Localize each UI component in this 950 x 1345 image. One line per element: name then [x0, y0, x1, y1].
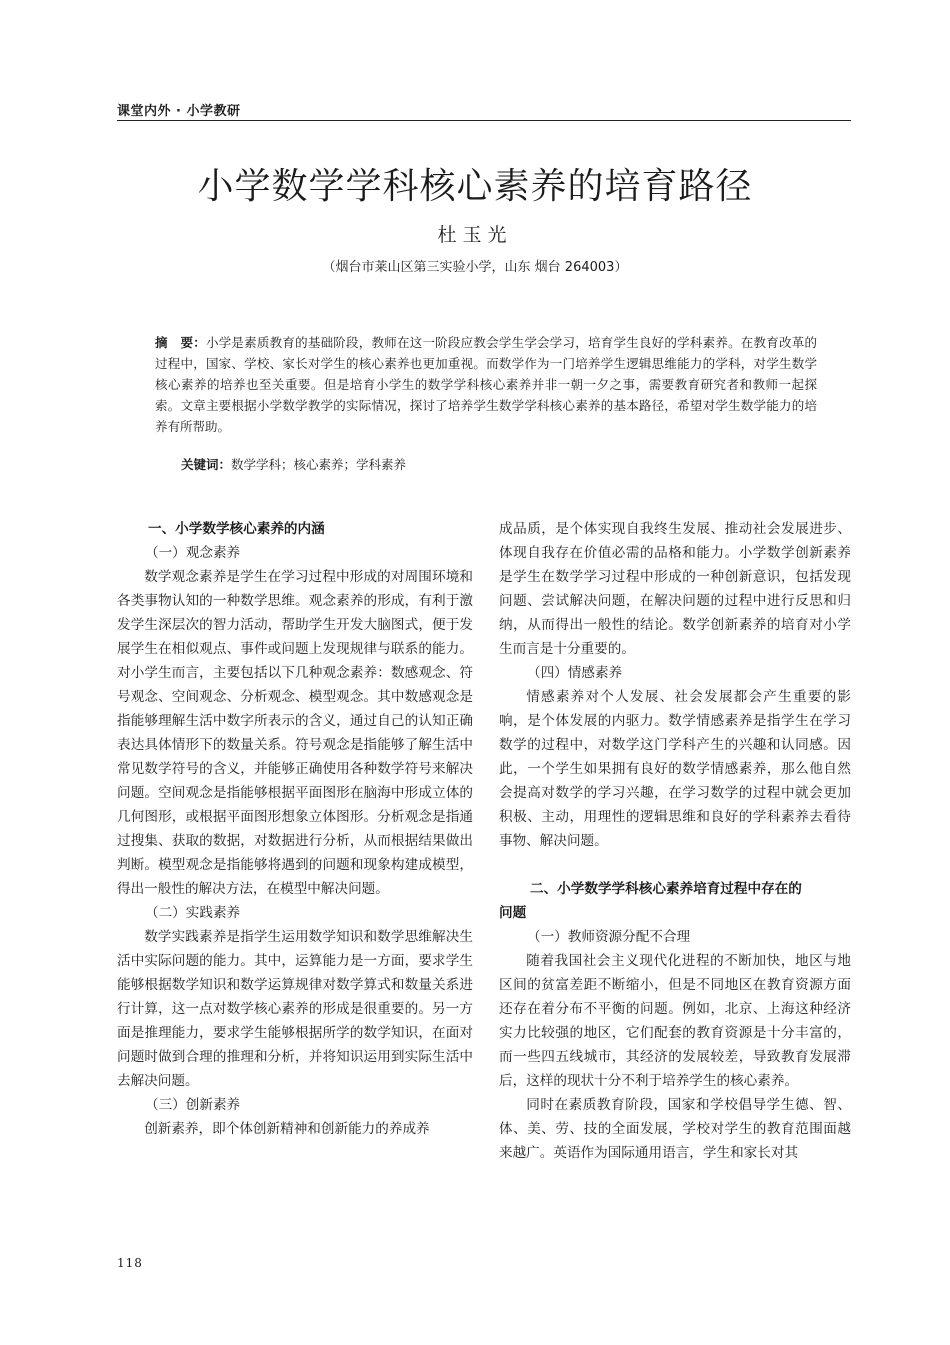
- page-number: 118: [117, 1256, 143, 1270]
- abstract-text: 小学是素质教育的基础阶段，教师在这一阶段应教会学生学会学习，培育学生良好的学科素养。在教育改革的过程中，国家、学校、家长对学生的核心素养也更加重视。而数学作为一门培养学生逻辑思维能力的学科，对学生数学核心素养的培养也至关重要。但是培育小学生的数学学科核心素养并非一朝一夕之事，需要教育研究者和教师一起探索。文章主要根据小学数学教学的实际情况，探讨了培养学生数学学科核心素养的基本路径，希望对学生数学能力的培养有所帮助。: [155, 335, 817, 434]
- paragraph-resource-allocation: 随着我国社会主义现代化进程的不断加快，地区与地区间的贫富差距不断缩小，但是不同地区在教育资源方面还存在着分布不平衡的问题。例如，北京、上海这种经济实力比较强的地区，它们配套的教育资源是十分丰富的，而一些四五线城市，其经济的发展较差，导致教育发展滞后，这样的现状十分不利于培养学生的核心素养。: [499, 953, 851, 1089]
- subsection-heading-1-4: （四）情感素养: [527, 665, 623, 681]
- keywords-text: 数学学科；核心素养；学科素养: [231, 457, 407, 472]
- paragraph-quality-education: 同时在素质教育阶段，国家和学校倡导学生德、智、体、美、劳、技的全面发展，学校对学生的教育范围面越来越广。英语作为国际通用语言，学生和家长对其: [499, 1097, 851, 1161]
- subsection-heading-1-2: （二）实践素养: [145, 905, 241, 921]
- abstract-label: 摘 要：: [155, 335, 206, 350]
- section-heading-1: 一、小学数学核心素养的内涵: [148, 521, 325, 537]
- subsection-heading-2-1: （一）教师资源分配不合理: [527, 929, 691, 945]
- keywords-label: 关键词：: [181, 457, 232, 472]
- subsection-heading-1-3: （三）创新素养: [145, 1097, 241, 1113]
- subsection-heading-1-1: （一）观念素养: [145, 545, 241, 561]
- paragraph-innovation-literacy-start: 创新素养，即个体创新精神和创新能力的养成养: [144, 1121, 430, 1137]
- journal-section-label: 课堂内外 · 小学教研: [117, 104, 241, 119]
- body-column-left: [117, 517, 473, 1141]
- header-rule: [117, 120, 851, 121]
- paragraph-concept-literacy: 数学观念素养是学生在学习过程中形成的对周围环境和各类事物认知的一种数学思维。观念素养的形成，有利于激发学生深层次的智力活动，帮助学生开发大脑图式，便于发展学生在相似观点、事件或问题上发现规律与联系的能力。对小学生而言，主要包括以下几种观念素养：数感观念、符号观念、空间观念、分析观念、模型观念。其中数感观念是指能够理解生活中数字所表示的含义，通过自己的认知正确表达具体情形下的数量关系。符号观念是指能够了解生活中常见数学符号的含义，并能够正确使用各种数学符号来解决问题。空间观念是指能够根据平面图形在脑海中形成立体的几何图形，或根据平面图形想象立体图形。分析观念是指通过搜集、获取的数据，对数据进行分析，从而根据结果做出判断。模型观念是指能够将遇到的问题和现象构建成模型，得出一般性的解决方法，在模型中解决问题。: [117, 569, 473, 897]
- paragraph-innovation-literacy-cont: 成品质，是个体实现自我终生发展、推动社会发展进步、体现自我存在价值必需的品格和能力。小学数学创新素养是学生在数学学习过程中形成的一种创新意识，包括发现问题、尝试解决问题，在解决问题的过程中进行反思和归纳，从而得出一般性的结论。数学创新素养的培育对小学生而言是十分重要的。: [499, 521, 851, 657]
- author-affiliation: （烟台市莱山区第三实验小学，山东 烟台 264003）: [322, 260, 628, 275]
- paragraph-practice-literacy: 数学实践素养是指学生运用数学知识和数学思维解决生活中实际问题的能力。其中，运算能力是一方面，要求学生能够根据数学知识和数学运算规律对数学算式和数量关系进行计算，这一点对数学核心素养的形成是很重要的。另一方面是推理能力，要求学生能够根据所学的数学知识，在面对问题时做到合理的推理和分析，并将知识运用到实际生活中去解决问题。: [117, 929, 473, 1089]
- body-column-right: [499, 517, 851, 1165]
- keywords: [181, 455, 821, 475]
- section-heading-2: 二、小学数学学科核心素养培育过程中存在的: [530, 881, 802, 897]
- section-gap: [499, 853, 851, 877]
- abstract: [155, 332, 817, 437]
- article-title: 小学数学学科核心素养的培育路径: [197, 166, 753, 207]
- paragraph-emotion-literacy: 情感素养对个人发展、社会发展都会产生重要的影响，是个体发展的内驱力。数学情感素养是指学生在学习数学的过程中，对数学这门学科产生的兴趣和认同感。因此，一个学生如果拥有良好的数学情感素养，那么他自然会提高对数学的学习兴趣，在学习数学的过程中就会更加积极、主动，用理性的逻辑思维和良好的学科素养去看待事物、解决问题。: [499, 689, 851, 849]
- author-name: 杜玉光: [437, 224, 513, 246]
- section-heading-2-cont: 问题: [499, 905, 527, 921]
